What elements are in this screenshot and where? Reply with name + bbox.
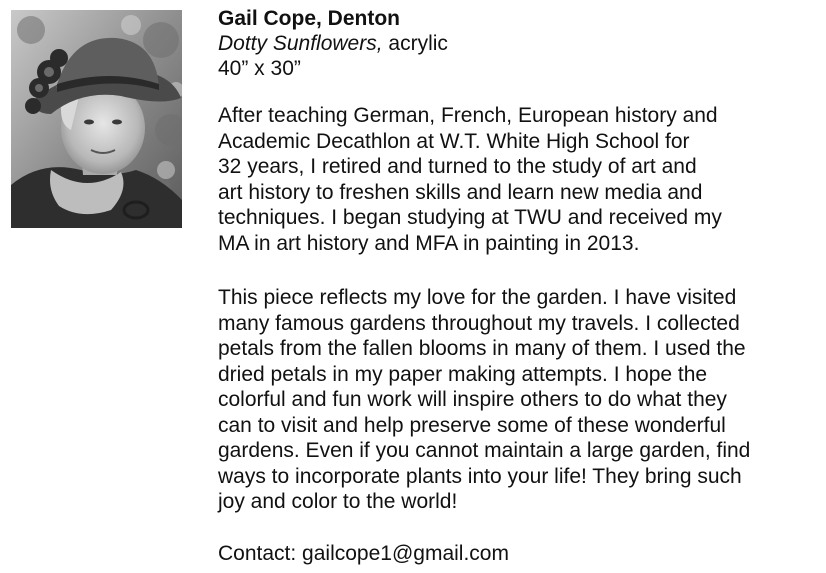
artwork-dimensions: 40” x 30”	[218, 57, 301, 80]
bio-line: ways to incorporate plants into your life! They bring such	[218, 464, 742, 488]
bio-line: art history to freshen skills and learn new media and	[218, 180, 703, 204]
artist-name-location: Gail Cope, Denton	[218, 7, 401, 30]
artwork-medium: acrylic	[382, 32, 448, 55]
artist-statement	[218, 6, 818, 565]
bio-line: can to visit and help preserve some of these wonderful	[218, 413, 726, 437]
bio-paragraph-teaching	[218, 103, 818, 256]
bio-line: gardens. Even if you cannot maintain a large garden, find	[218, 439, 751, 462]
bio-line: joy and color to the world!	[218, 490, 458, 513]
bio-line: petals from the fallen blooms in many of them. I used the	[218, 337, 746, 360]
bio-line: many famous gardens throughout my travels. I collected	[218, 311, 740, 335]
bio-line: After teaching German, French, European history and	[218, 104, 718, 127]
bio-line: dried petals in my paper making attempts. I hope the	[218, 362, 708, 386]
artist-portrait	[11, 10, 182, 228]
contact-email: Contact: gailcope1@gmail.com	[218, 542, 509, 565]
bio-line: colorful and fun work will inspire others to do what they	[218, 388, 727, 411]
bio-line: techniques. I began studying at TWU and received my	[218, 206, 722, 229]
portrait-photo-icon	[11, 10, 182, 228]
bio-line: Academic Decathlon at W.T. White High School for	[218, 129, 690, 153]
bio-line: MA in art history and MFA in painting in 2013.	[218, 231, 640, 255]
artwork-line	[218, 31, 818, 56]
bio-paragraph-garden	[218, 285, 818, 515]
bio-line: This piece reflects my love for the garden. I have visited	[218, 286, 737, 309]
artwork-title: Dotty Sunflowers,	[218, 32, 383, 55]
bio-line: 32 years, I retired and turned to the study of art and	[218, 155, 697, 178]
